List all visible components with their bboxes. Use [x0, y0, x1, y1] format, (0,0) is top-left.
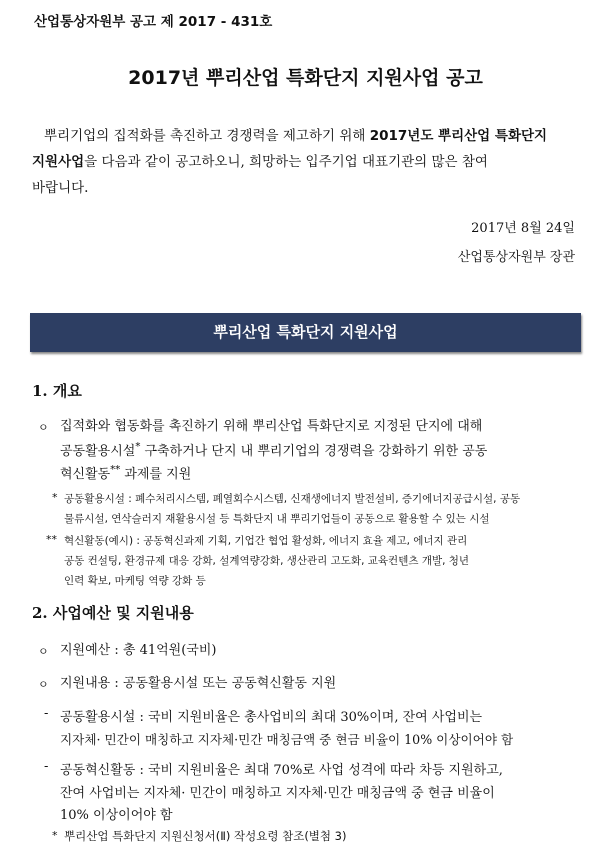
budget-line: 지원예산 : 총 41억원(국비) [60, 643, 217, 658]
section1-line2 [60, 440, 487, 459]
section1-line3-b: 과제를 지원 [120, 467, 192, 482]
footnote-mark-1: * [135, 441, 141, 453]
dash-1: - [44, 706, 49, 721]
ref-note: 뿌리산업 특화단지 지원신청서(Ⅱ) 작성요령 참조(별첨 3) [64, 829, 347, 843]
ref-mark: * [52, 829, 58, 842]
note1-mark: * [52, 491, 58, 504]
innov-line3: 10% 이상이어야 함 [60, 808, 173, 823]
section1-line1: 집적화와 협동화를 촉진하기 위해 뿌리산업 특화단지로 지정된 단지에 대해 [60, 419, 483, 434]
note2-mark: ** [46, 533, 57, 546]
note1-line2: 물류시설, 연삭슬러지 재활용시설 등 특화단지 내 뿌리기업들이 공동으로 활용할 수 있는 시설 [64, 513, 490, 525]
footnote-mark-2: ** [110, 464, 121, 476]
section1-heading: 1. 개요 [32, 382, 82, 400]
note2-line2: 공동 컨설팅, 환경규제 대응 강화, 설계역량강화, 생산관리 고도화, 교육컨텐츠 개발, 청년 [64, 555, 470, 567]
section1-line3 [60, 463, 191, 482]
innov-line1: 공동혁신활동 : 국비 지원비율은 최대 70%로 사업 성격에 따라 차등 지원하고, [60, 763, 503, 778]
section2-bullet-2: ㅇ [38, 678, 49, 691]
section1-line3-a: 혁신활동 [60, 467, 111, 482]
note2-line1: 혁신활동(예시) : 공동혁신과제 기획, 기업간 협업 활성화, 에너지 효율 제고, 에너지 관리 [64, 535, 468, 547]
section1-line2-a: 공동활용시설 [60, 444, 136, 459]
innov-line2: 잔여 사업비는 지자체· 민간이 매칭하고 지자체·민간 매칭금액 중 현금 비율이 [60, 786, 495, 801]
section1-bullet: ㅇ [38, 421, 49, 434]
announcement-date: 2017년 8월 24일 [471, 221, 575, 236]
facility-line2: 지자체· 민간이 매칭하고 지자체·민간 매칭금액 중 현금 비율이 10% 이상이어야 함 [60, 732, 514, 747]
intro-line2-bold: 지원사업 [32, 154, 85, 170]
section2-bullet-1: ㅇ [38, 645, 49, 658]
intro-line2-text: 을 다음과 같이 공고하오니, 희망하는 입주기업 대표기관의 많은 참여 [84, 154, 488, 170]
section1-line2-b: 구축하거나 단지 내 뿌리기업의 경쟁력을 강화하기 위한 공동 [140, 444, 488, 459]
intro-paragraph [32, 123, 587, 201]
intro-line1-text: 뿌리기업의 집적화를 촉진하고 경쟁력을 제고하기 위해 [44, 128, 370, 144]
issuer: 산업통상자원부 장관 [457, 250, 575, 265]
note1-line1: 공동활용시설 : 폐수처리시스템, 폐열회수시스템, 신재생에너지 발전설비, 증기에너지공급시설, 공동 [64, 493, 521, 505]
intro-line3: 바랍니다. [32, 180, 89, 196]
intro-line1-bold: 2017년도 뿌리산업 특화단지 [369, 128, 548, 144]
document-title: 2017년 뿌리산업 특화단지 지원사업 공고 [128, 67, 483, 89]
note2-line3: 인력 확보, 마케팅 역량 강화 등 [64, 575, 206, 587]
dash-2: - [44, 759, 49, 774]
content-line: 지원내용 : 공동활용시설 또는 공동혁신활동 지원 [60, 676, 337, 691]
section2-heading: 2. 사업예산 및 지원내용 [32, 604, 194, 622]
section-banner: 뿌리산업 특화단지 지원사업 [30, 313, 581, 352]
facility-line1: 공동활용시설 : 국비 지원비율은 총사업비의 최대 30%이며, 잔여 사업비는 [60, 710, 483, 725]
notice-number: 산업통상자원부 공고 제 2017 - 431호 [34, 14, 273, 30]
